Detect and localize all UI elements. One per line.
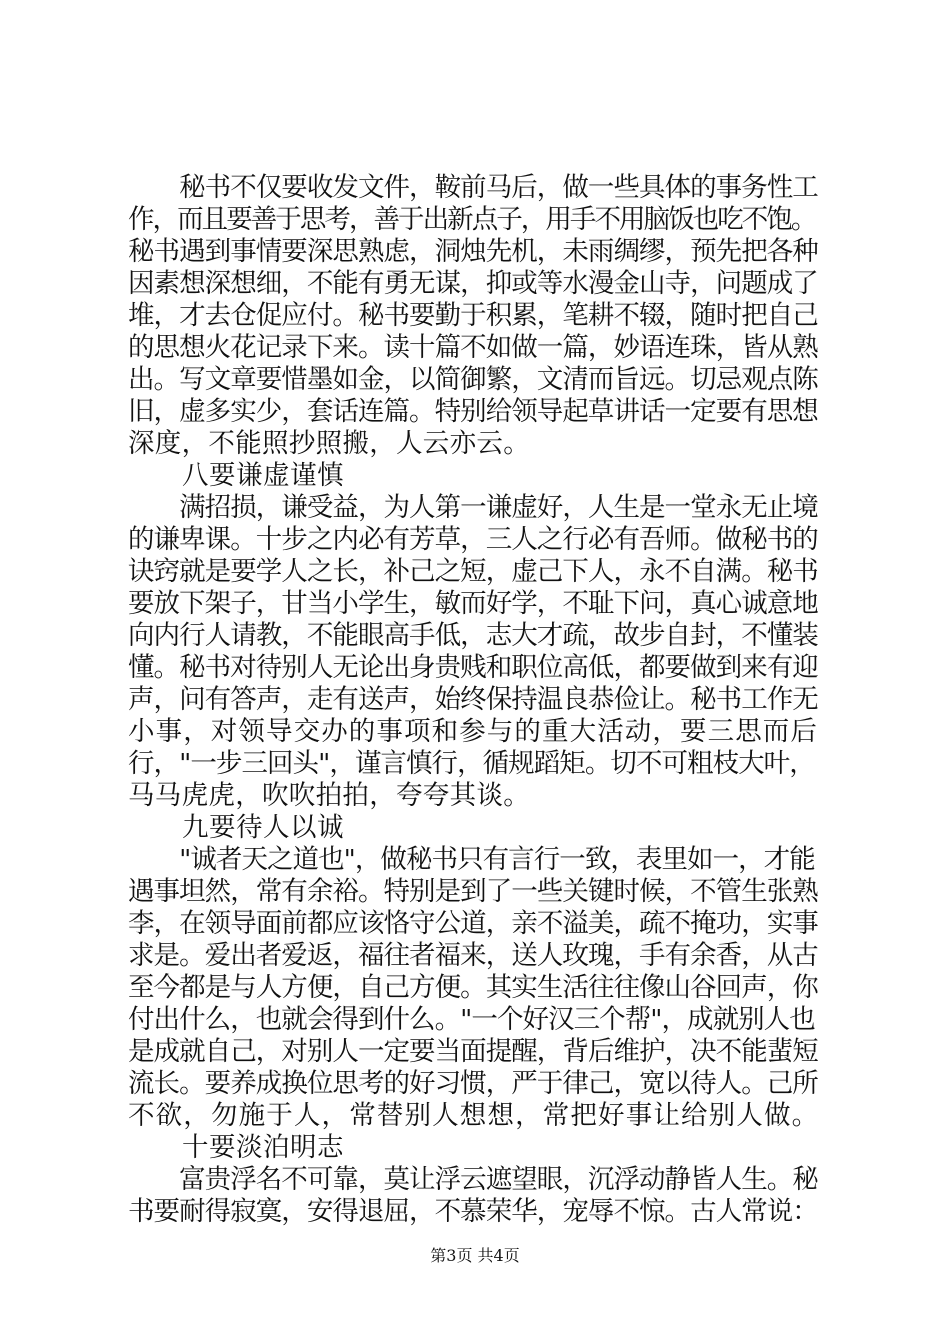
body-text-line: 流长。要养成换位思考的好习惯，严于律己，宽以待人。己所 [128,1068,818,1099]
body-text-line: 秘书遇到事情要深思熟虑，洞烛先机，未雨绸缪，预先把各种 [128,236,818,267]
body-text-line: 书要耐得寂寞，安得退屈，不慕荣华，宠辱不惊。古人常说： [128,1196,818,1227]
body-text-line: 旧，虚多实少，套话连篇。特别给领导起草讲话一定要有思想 [128,396,818,427]
body-text-line: 马马虎虎，吹吹拍拍，夸夸其谈。 [128,780,530,811]
body-text-line: 李，在领导面前都应该恪守公道，亲不溢美，疏不掩功，实事 [128,908,818,939]
body-text-line: 遇事坦然，常有余裕。特别是到了一些关键时候，不管生张熟 [128,876,818,907]
body-text-line: 作，而且要善于思考，善于出新点子，用手不用脑饭也吃不饱。 [128,204,816,235]
body-text-line: 诀窍就是要学人之长，补己之短，虚己下人，永不自满。秘书 [128,556,818,587]
body-text-line: 秘书不仅要收发文件，鞍前马后，做一些具体的事务性工 [128,172,818,203]
body-text-line: 声，问有答声，走有送声，始终保持温良恭俭让。秘书工作无 [128,684,818,715]
body-text-line: 向内行人请教，不能眼高手低，志大才疏，故步自封，不懂装 [128,620,818,651]
body-text-line: 的思想火花记录下来。读十篇不如做一篇，妙语连珠，皆从熟 [128,332,818,363]
body-text-line: 不欲，勿施于人，常替别人想想，常把好事让给别人做。 [128,1100,820,1131]
body-text-line: 求是。爱出者爱返，福往者福来，送人玫瑰，手有余香，从古 [128,940,818,971]
body-text-line: "诚者天之道也"，做秘书只有言行一致，表里如一，才能 [128,844,815,875]
section-heading: 十要淡泊明志 [128,1132,344,1163]
body-text-line: 懂。秘书对待别人无论出身贵贱和职位高低，都要做到来有迎 [128,652,818,683]
body-text-line: 深度，不能照抄照搬，人云亦云。 [128,428,530,459]
section-heading: 八要谦虚谨慎 [128,460,344,491]
body-text-line: 行，"一步三回头"，谨言慎行，循规蹈矩。切不可粗枝大叶， [128,748,815,779]
body-text-line: 的谦卑课。十步之内必有芳草，三人之行必有吾师。做秘书的 [128,524,818,555]
body-text-line: 是成就自己，对别人一定要当面提醒，背后维护，决不能蜚短 [128,1036,818,1067]
page-footer: 第3页 共4页 [430,1246,520,1265]
body-text-line: 富贵浮名不可靠，莫让浮云遮望眼，沉浮动静皆人生。秘 [128,1164,818,1195]
body-text-line: 堆，才去仓促应付。秘书要勤于积累，笔耕不辍，随时把自己 [128,300,818,331]
body-text-line: 小事，对领导交办的事项和参与的重大活动，要三思而后 [128,716,818,747]
body-text-line: 满招损，谦受益，为人第一谦虚好，人生是一堂永无止境 [128,492,818,523]
body-text-line: 要放下架子，甘当小学生，敏而好学，不耻下问，真心诚意地 [128,588,818,619]
section-heading: 九要待人以诚 [128,812,344,843]
body-text-line: 出。写文章要惜墨如金，以简御繁，文清而旨远。切忌观点陈 [128,364,818,395]
body-text-line: 付出什么，也就会得到什么。"一个好汉三个帮"，成就别人也 [128,1004,815,1035]
body-text-line: 至今都是与人方便，自己方便。其实生活往往像山谷回声，你 [128,972,818,1003]
body-text-line: 因素想深想细，不能有勇无谋，抑或等水漫金山寺，问题成了 [128,268,818,299]
